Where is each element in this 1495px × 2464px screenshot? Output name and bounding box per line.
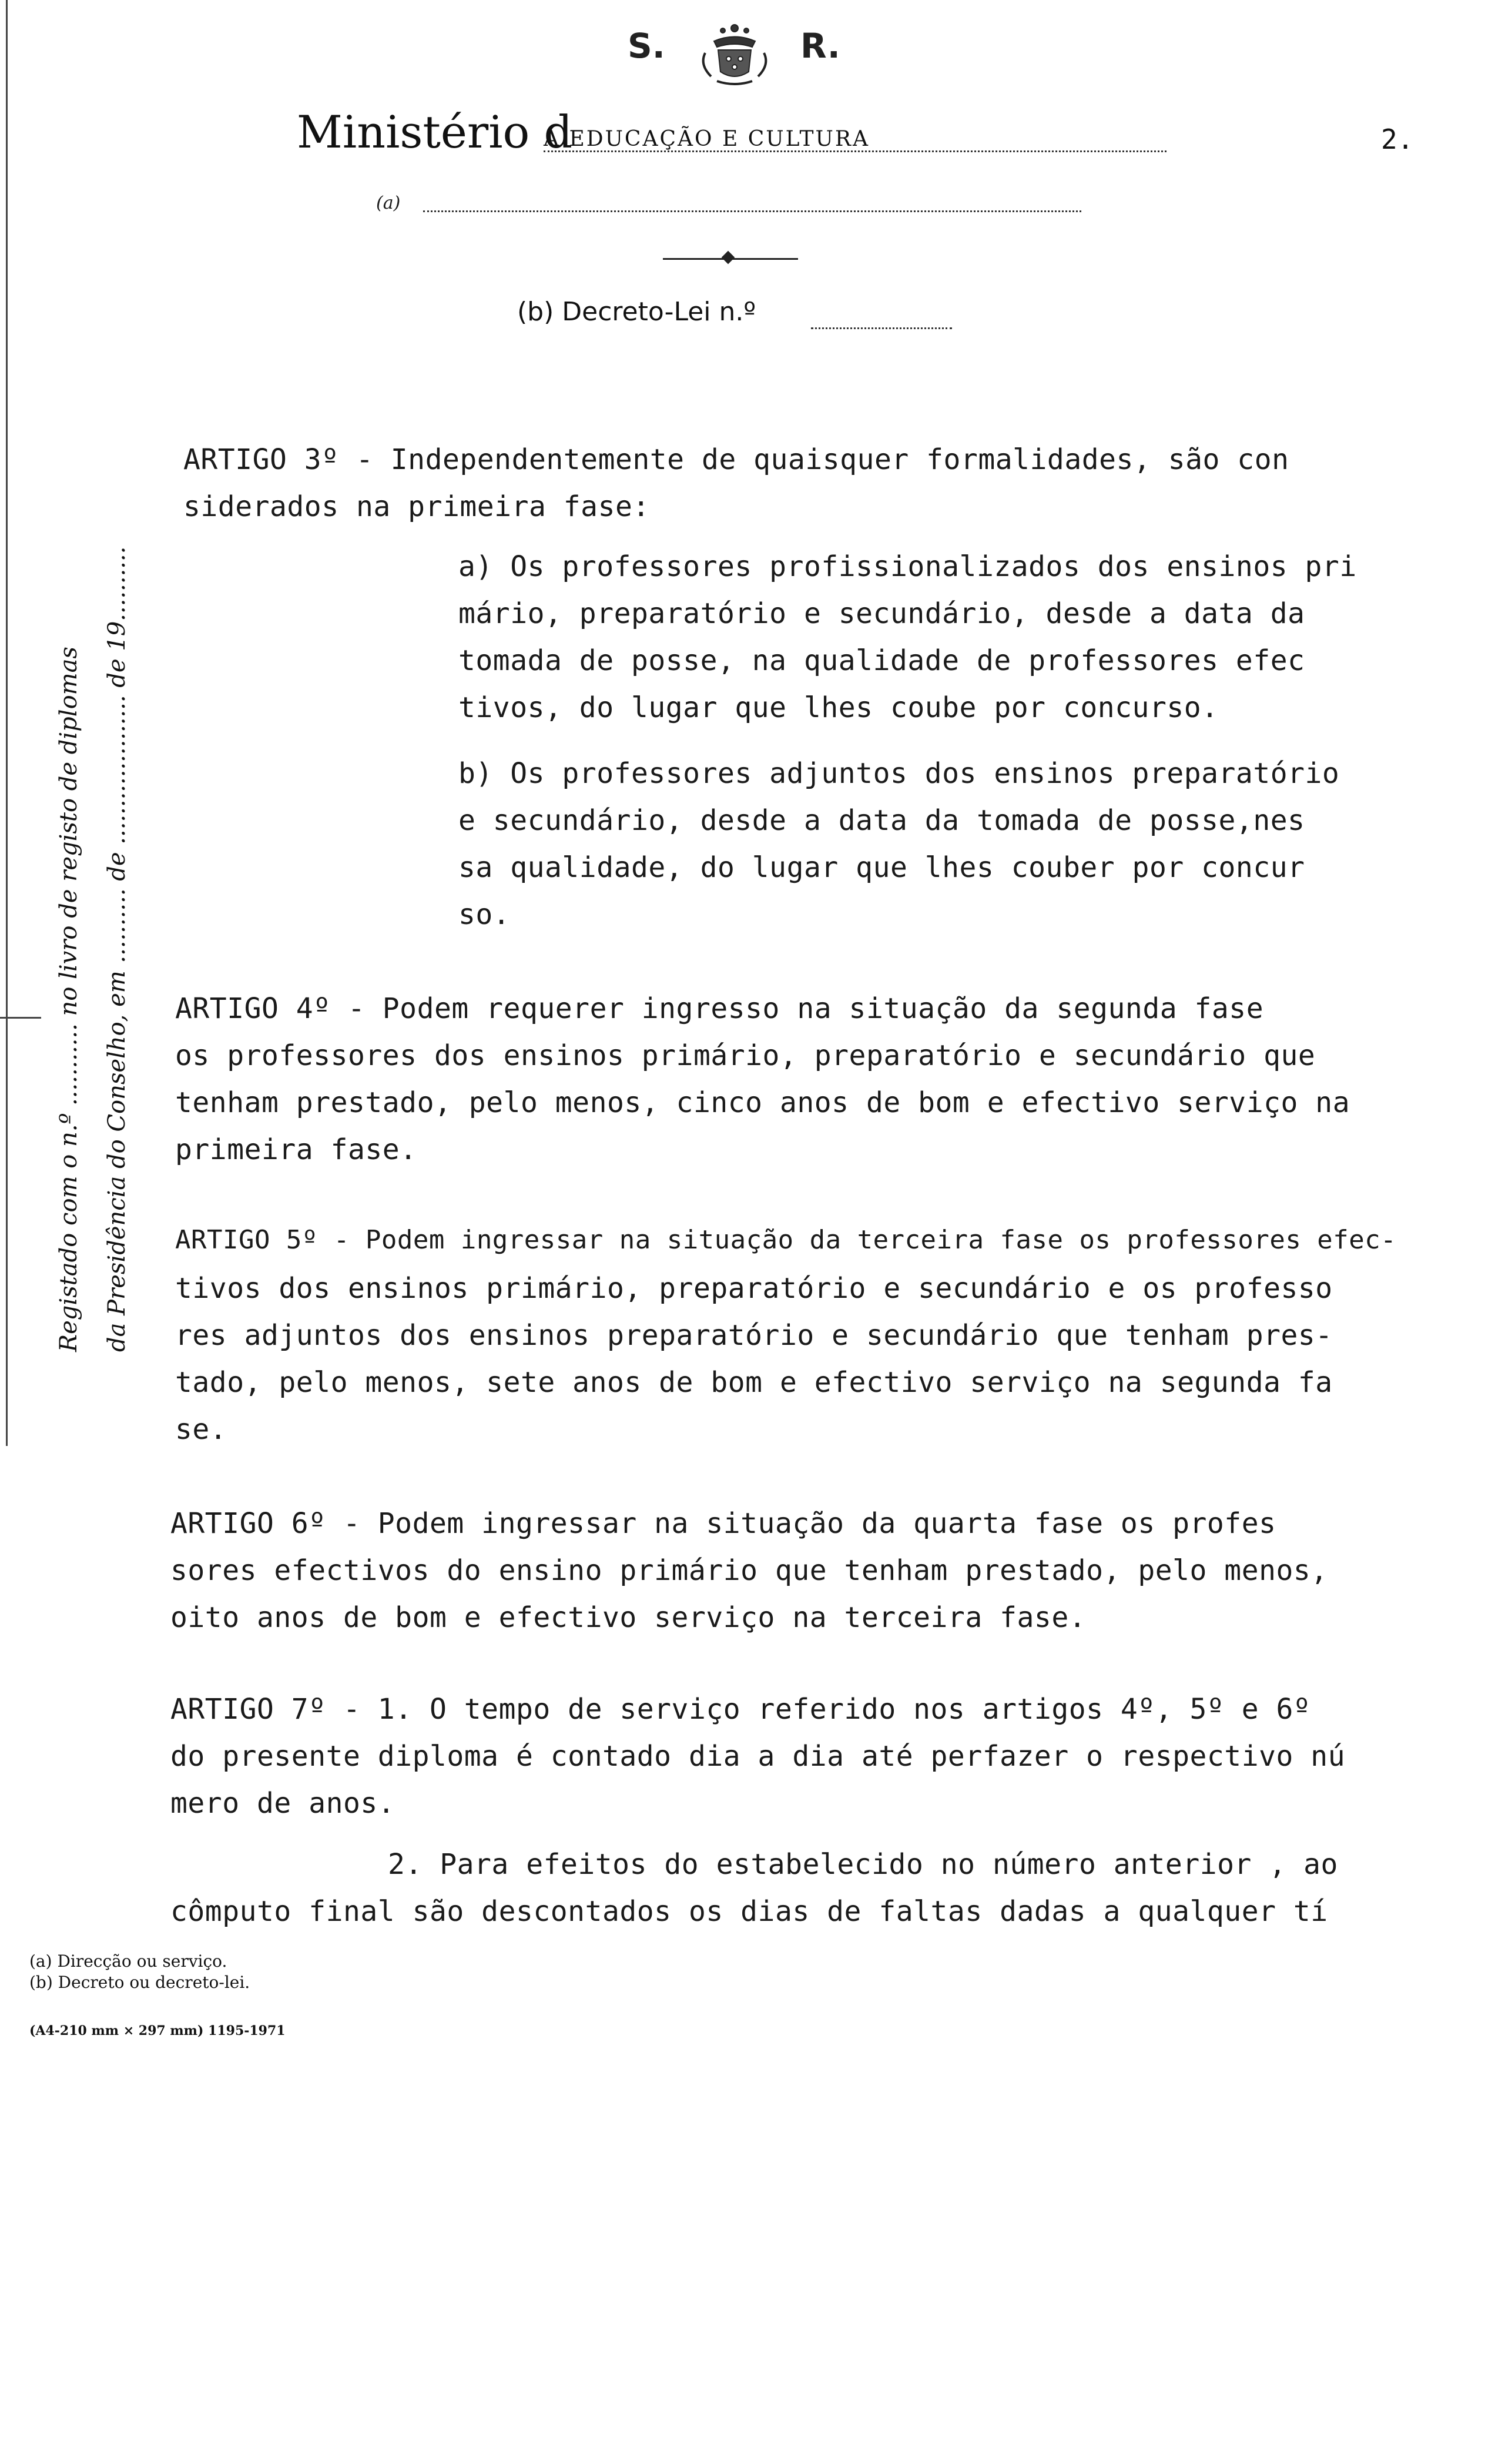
- letter-s: S.: [628, 26, 665, 66]
- text-line: so.: [458, 898, 511, 931]
- ministry-heading: [297, 106, 1166, 159]
- text-line: os professores dos ensinos primário, preparatório e secundário que: [175, 1039, 1316, 1072]
- registration-stamp: [47, 482, 165, 1352]
- text-line: mário, preparatório e secundário, desde a data da: [458, 597, 1305, 630]
- margin-cut-mark: [0, 1017, 41, 1019]
- decree-line: [517, 297, 952, 338]
- text-line: e secundário, desde a data da tomada de posse,nes: [458, 804, 1305, 837]
- margin-rule: [6, 0, 8, 1446]
- text-line: tado, pelo menos, sete anos de bom e efectivo serviço na segunda fa: [175, 1366, 1333, 1399]
- text-line: ARTIGO 6º - Podem ingressar na situação da quarta fase os profes: [170, 1507, 1276, 1540]
- text-line: ARTIGO 3º - Independentemente de quaisquer formalidades, são con: [183, 443, 1289, 476]
- ministry-dotted-line: [544, 150, 1166, 152]
- stamp-line-2: da Presidência do Conselho, em .......... de .................... de 19..........: [103, 546, 130, 1352]
- page-number: 2.: [1381, 123, 1414, 155]
- text-line: cômputo final são descontados os dias de faltas dadas a qualquer tí: [170, 1895, 1328, 1928]
- footnote-b: (b) Decreto ou decreto-lei.: [29, 1973, 250, 1992]
- text-line: 2. Para efeitos do estabelecido no número anterior , ao: [388, 1848, 1338, 1881]
- text-line: tivos dos ensinos primário, preparatório e secundário e os professo: [175, 1272, 1333, 1305]
- diamond-ornament-icon: [722, 251, 735, 265]
- text-line: mero de anos.: [170, 1787, 395, 1820]
- text-line: tomada de posse, na qualidade de professores efec: [458, 644, 1305, 677]
- text-line: se.: [175, 1413, 227, 1446]
- text-line: sores efectivos do ensino primário que tenham prestado, pelo menos,: [170, 1554, 1328, 1587]
- coat-of-arms-emblem: [682, 18, 787, 88]
- text-line: res adjuntos dos ensinos preparatório e secundário que tenham pres-: [175, 1319, 1333, 1352]
- ministry-title: Ministério d: [297, 106, 573, 158]
- text-line: do presente diploma é contado dia a dia até perfazer o respectivo nú: [170, 1740, 1346, 1773]
- letter-r: R.: [800, 26, 840, 66]
- text-line: tenham prestado, pelo menos, cinco anos de bom e efectivo serviço na: [175, 1086, 1350, 1119]
- ministry-name: A EDUCAÇÃO E CULTURA: [544, 127, 870, 151]
- text-line: b) Os professores adjuntos dos ensinos preparatório: [458, 757, 1340, 790]
- directorate-label: (a): [376, 193, 401, 213]
- decree-label: (b) Decreto-Lei n.º: [517, 297, 756, 327]
- header-divider: [663, 253, 798, 265]
- footnote-a: (a) Direcção ou serviço.: [29, 1951, 227, 1971]
- header-emblem-row: [611, 18, 870, 88]
- text-line: siderados na primeira fase:: [183, 490, 650, 523]
- stamp-line-1: Registado com o n.º ........... no livro de registo de diplomas: [55, 647, 82, 1352]
- text-line: ARTIGO 5º - Podem ingressar na situação da terceira fase os professores efec-: [175, 1225, 1397, 1255]
- text-line: a) Os professores profissionalizados dos ensinos pri: [458, 550, 1357, 583]
- directorate-dotted-line: [423, 210, 1081, 212]
- decree-dotted-line: [811, 327, 952, 329]
- text-line: ARTIGO 7º - 1. O tempo de serviço referido nos artigos 4º, 5º e 6º: [170, 1693, 1311, 1726]
- directorate-line: [376, 193, 1081, 222]
- text-line: ARTIGO 4º - Podem requerer ingresso na situação da segunda fase: [175, 992, 1264, 1025]
- text-line: sa qualidade, do lugar que lhes couber por concur: [458, 851, 1305, 884]
- text-line: oito anos de bom e efectivo serviço na terceira fase.: [170, 1601, 1087, 1634]
- text-line: primeira fase.: [175, 1133, 417, 1166]
- text-line: tivos, do lugar que lhes coube por concurso.: [458, 691, 1219, 724]
- print-reference: (A4-210 mm × 297 mm) 1195-1971: [29, 2023, 286, 2038]
